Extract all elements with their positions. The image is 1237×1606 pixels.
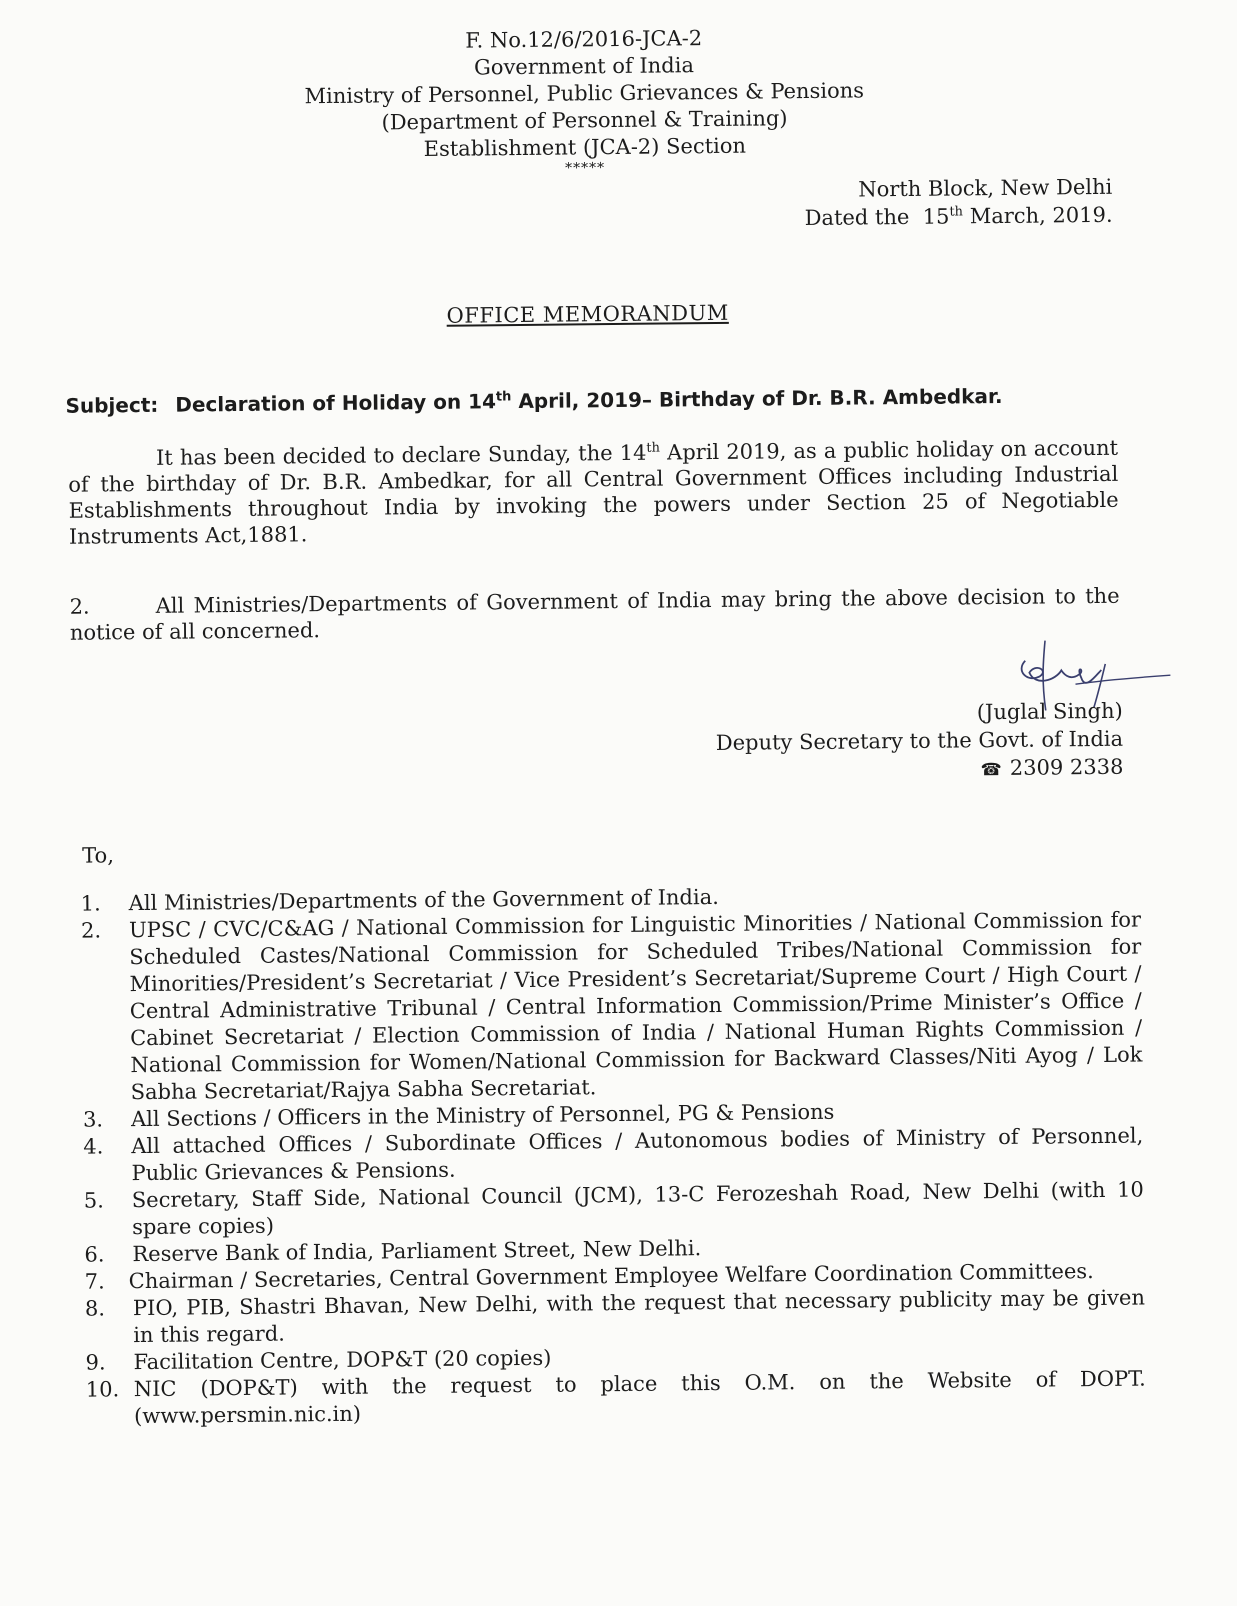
signatory-designation: Deputy Secretary to the Govt. of India [715, 726, 1124, 755]
list-item-text: Chairman / Secretaries, Central Government Employee Welfare Coordination Committees. [128, 1259, 1094, 1294]
department-name: (Department of Personnel & Training) [381, 106, 788, 135]
paragraph-2-text: All Ministries/Departments of Government of India may bring the above decision to the notice of all concerned. [69, 583, 1120, 645]
list-item-number: 8. [84, 1296, 106, 1321]
date-prefix: Dated the [804, 204, 910, 231]
list-item-number: 3. [82, 1107, 104, 1132]
list-item-text: All Sections / Officers in the Ministry of Personnel, PG & Pensions [130, 1099, 835, 1132]
signatory-block [715, 697, 1123, 787]
list-item [81, 907, 1143, 1107]
paragraph-2-number: 2. [69, 594, 90, 619]
subject-sup: th [495, 389, 512, 405]
subject-text-2: April, 2019– Birthday of Dr. B.R. Ambedkar. [518, 383, 1003, 414]
list-item-number: 5. [83, 1188, 105, 1213]
to-label: To, [82, 843, 115, 868]
ministry-name: Ministry of Personnel, Public Grievances & Pensions [304, 78, 865, 109]
list-item-text: All attached Offices / Subordinate Offices / Autonomous bodies of Ministry of Personnel, Public Grievances & Pensions. [131, 1123, 1144, 1186]
signatory-name: (Juglal Singh) [976, 698, 1123, 725]
list-item-number: 10. [85, 1377, 120, 1402]
list-item-number: 9. [85, 1350, 106, 1375]
list-item-number: 2. [80, 918, 102, 943]
letterhead [254, 23, 916, 179]
distribution-list [81, 880, 1147, 1431]
telephone-icon: ☎ [980, 759, 1002, 781]
list-item [86, 1366, 1147, 1431]
date-day: 15 [922, 204, 950, 229]
list-item-text: All Ministries/Departments of the Government of India. [128, 884, 719, 916]
list-item-number: 4. [83, 1134, 104, 1159]
paragraph-1 [68, 435, 1119, 550]
list-item-text: Facilitation Centre, DOP&T (20 copies) [133, 1345, 552, 1375]
list-item-text: Reserve Bank of India, Parliament Street, New Delhi. [132, 1236, 702, 1267]
subject-line [65, 383, 1125, 418]
list-item-number: 1. [80, 891, 101, 916]
list-item-text: UPSC / CVC/C&AG / National Commission for Linguistic Minorities / National Commission for Scheduled Castes/National Commission for Scheduled Tribes/National Commission for Minorities/President’s Secretariat / Vice President’s Secretariat/Supreme Court / High Court / Central Administrative Tribunal / Central Information Commission/Prime Minister’s Office / Cabinet Secretariat / Election Commission of India / National Human Rights Commission / National Commission for Women/National Commission for Backward Classes/Niti Ayog / Lok Sabha Secretariat/Rajya Sabha Secretariat. [128, 907, 1143, 1105]
signatory-phone-line [716, 753, 1124, 787]
paragraph-1-text-a: It has been decided to declare Sunday, the 14 [155, 440, 647, 470]
list-item-number: 7. [84, 1269, 105, 1294]
list-item-number: 6. [84, 1242, 105, 1267]
date-rest: March, 2019. [969, 202, 1113, 229]
place-and-date [804, 173, 1113, 232]
list-item-text: PIO, PIB, Shastri Bhavan, New Delhi, with the request that necessary publicity may be given in this regard. [132, 1285, 1146, 1348]
subject-text-1: Declaration of Holiday on 14 [175, 389, 497, 417]
paragraph-1-text-b: April 2019, as a public holiday on account of the birthday of Dr. B.R. Ambedkar, for all Central Government Offices including Industrial Establishments throughout India by invoking the powers under Section 25 of Negotiable Instruments Act,1881. [68, 435, 1119, 549]
government-name: Government of India [473, 53, 695, 80]
date-line [804, 201, 1112, 232]
list-item-text: Secretary, Staff Side, National Council (JCM), 13-C Ferozeshah Road, New Delhi (with 10 spare copies) [131, 1177, 1144, 1240]
paragraph-1-sup: th [646, 440, 661, 456]
signatory-phone: 2309 2338 [1009, 754, 1124, 780]
list-item-text: NIC (DOP&T) with the request to place this O.M. on the Website of DOPT.(www.persmin.nic.in) [133, 1366, 1146, 1429]
subject-label: Subject: [65, 392, 159, 418]
document-title: OFFICE MEMORANDUM [446, 300, 729, 328]
date-suffix: th [949, 204, 964, 220]
location: North Block, New Delhi [858, 174, 1113, 202]
separator-stars: ***** [564, 160, 606, 177]
paragraph-2 [69, 583, 1119, 646]
file-number: F. No.12/6/2016-JCA-2 [465, 26, 703, 53]
section-name: Establishment (JCA-2) Section [423, 133, 747, 162]
